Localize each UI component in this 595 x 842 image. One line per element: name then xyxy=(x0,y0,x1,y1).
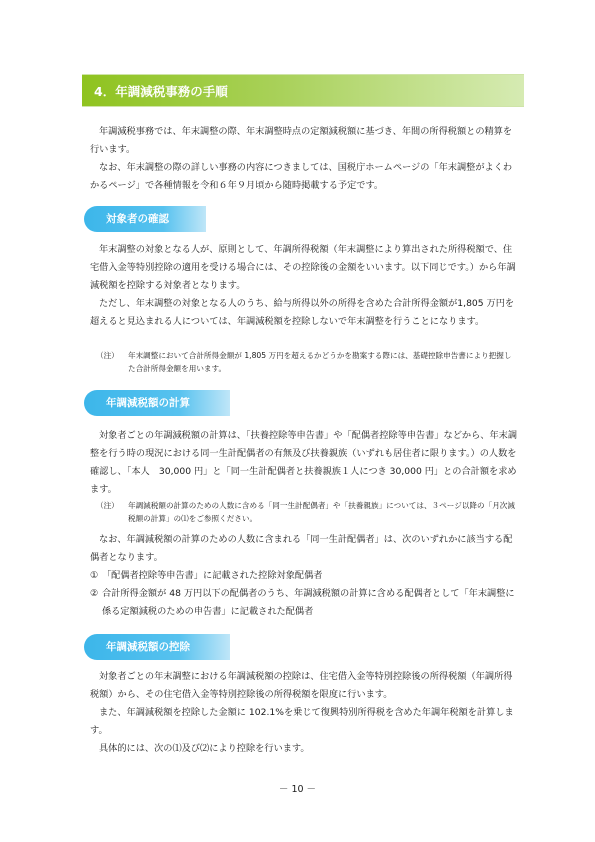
page-number: － 10 － xyxy=(278,784,317,795)
subsection-tag-deduction: 年調減税額の控除 xyxy=(84,634,230,660)
intro-paragraph-1: 年調減税事務では、年末調整の際、年末調整時点の定額減税額に基づき、年間の所得税額との精算を行います。 xyxy=(90,126,513,155)
intro-paragraph-2: なお、年末調整の際の詳しい事務の内容につきましては、国税庁ホームページの「年末調整がよくわかるページ」で各種情報を令和６年９月頃から随時掲載する予定です。 xyxy=(90,162,513,191)
note-text: 年調減税額の計算のための人数に含める「同一生計配偶者」や「扶養親族」については、３ページ以降の「月次減税額の計算」の⑴をご参照ください。 xyxy=(128,501,515,523)
section-title: 4．年調減税事務の手順 xyxy=(94,84,228,99)
section-header xyxy=(82,74,524,107)
note-label: （注） xyxy=(96,501,119,510)
deduction-paragraph-2: また、年調減税額を控除した金額に 102.1%を乗じて復興特別所得税を含めた年調年税額を計算します。 xyxy=(90,707,514,736)
deduction-paragraph-1: 対象者ごとの年末調整における年調減税額の控除は、住宅借入金等特別控除後の所得税額（年調所得税額）から、その住宅借入金等特別控除後の所得税額を限度に行います。 xyxy=(90,671,513,700)
target-paragraph-1: 年末調整の対象となる人が、原則として、年調所得税額（年末調整により算出された所得税額で、住宅借入金等特別控除の適用を受ける場合には、その控除後の金額をいいます。以下同じです。）から年調減税額を控除する対象者となります。 xyxy=(90,244,516,291)
list-item-text: 「配偶者控除等申告書」に記載された控除対象配偶者 xyxy=(102,570,323,581)
calc-paragraph-2: なお、年調減税額の計算のための人数に含まれる「同一生計配偶者」は、次のいずれかに該当する配偶者となります。 xyxy=(90,534,513,563)
list-item-text: 合計所得金額が 48 万円以下の配偶者のうち、年調減税額の計算に含める配偶者として「年末調整に係る定額減税のための申告書」に記載された配偶者 xyxy=(102,588,515,617)
calc-paragraph-1: 対象者ごとの年調減税額の計算は、「扶養控除等申告書」や「配偶者控除等申告書」などから、年末調整を行う時の現況における同一生計配偶者の有無及び扶養親族（いずれも居住者に限ります。）の人数を確認し、「本人 30,000 円」と「同一生計配偶者と扶養親族１人につき 30,000 円」との合計額を求めます。 xyxy=(90,430,518,495)
list-item-number: ① xyxy=(90,570,99,581)
list-item-number: ② xyxy=(90,588,99,599)
note-label: （注） xyxy=(96,351,119,360)
subsection-tag-calc: 年調減税額の計算 xyxy=(84,390,230,416)
subsection-tag-target: 対象者の確認 xyxy=(84,206,206,232)
deduction-paragraph-3: 具体的には、次の⑴及び⑵により控除を行います。 xyxy=(99,743,310,754)
target-paragraph-2: ただし、年末調整の対象となる人のうち、給与所得以外の所得を含めた合計所得金額が1,805 万円を超えると見込まれる人については、年調減税額を控除しないで年末調整を行うことになります。 xyxy=(90,298,515,327)
note-text: 年末調整において合計所得金額が 1,805 万円を超えるかどうかを勘案する際には、基礎控除申告書により把握した合計所得金額を用います。 xyxy=(128,351,512,373)
